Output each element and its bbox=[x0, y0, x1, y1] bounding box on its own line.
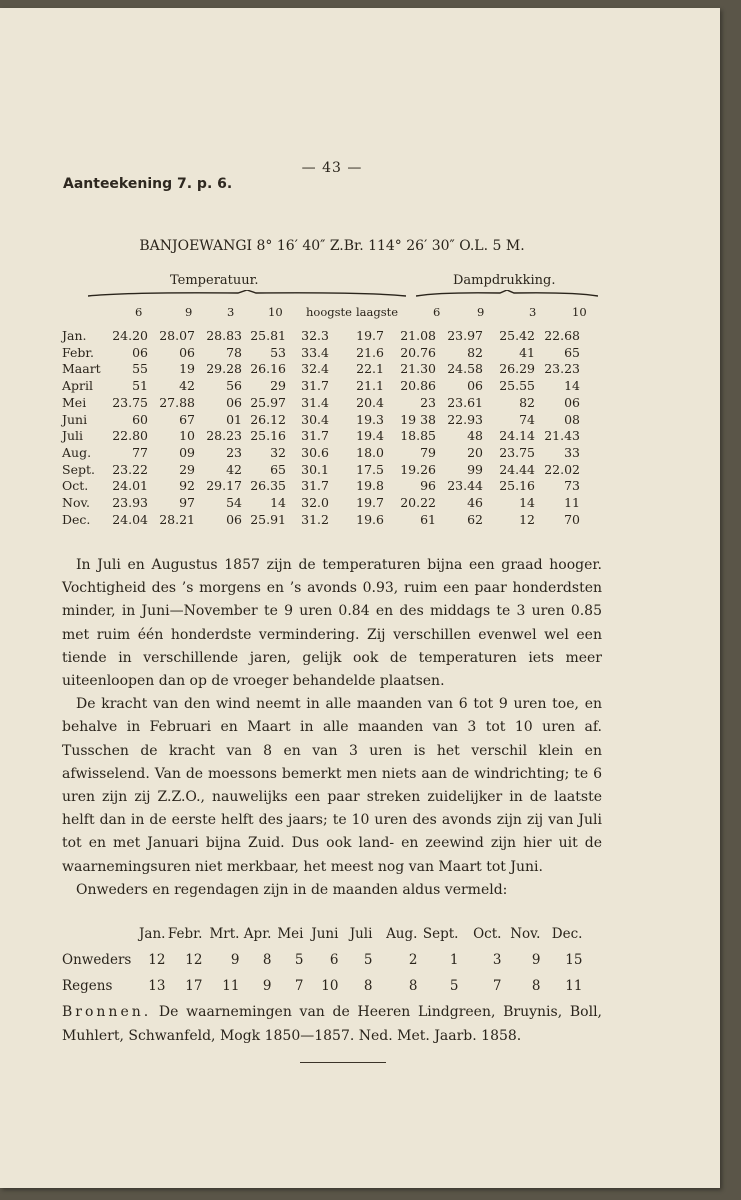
value-cell-min: 19.8 bbox=[356, 478, 384, 494]
value-cell-min: 19.7 bbox=[356, 495, 384, 511]
value-cell-t3: 06 bbox=[226, 511, 242, 527]
value-cell-min: 21.1 bbox=[356, 378, 384, 394]
month-header: Mrt. bbox=[209, 926, 240, 942]
value-cell-d10: 22.68 bbox=[544, 328, 580, 343]
value-cell-d6: 21.08 bbox=[400, 328, 436, 343]
value-cell-min: 20.4 bbox=[356, 394, 384, 410]
count-cell: 6 bbox=[329, 952, 339, 968]
value-cell-d6: 20.76 bbox=[400, 344, 436, 360]
month-header: Dec. bbox=[551, 926, 583, 942]
closing-rule bbox=[300, 1062, 386, 1063]
month-header: Febr. bbox=[167, 926, 203, 942]
count-cell: 11 bbox=[222, 978, 240, 994]
value-cell-d6: 20.86 bbox=[400, 378, 436, 394]
value-cell-t3: 78 bbox=[226, 344, 242, 360]
value-cell-t6: 55 bbox=[132, 361, 148, 377]
value-cell-d9: 20 bbox=[467, 444, 483, 460]
climate-table bbox=[62, 328, 580, 528]
value-cell-d9: 99 bbox=[467, 461, 483, 477]
month-cell: Jan. bbox=[62, 328, 87, 343]
table-row bbox=[62, 378, 580, 395]
table-row bbox=[62, 428, 580, 445]
month-header: Aug. bbox=[386, 926, 418, 942]
value-cell-d6: 19.26 bbox=[400, 461, 436, 477]
value-cell-t6: 60 bbox=[132, 411, 148, 427]
month-header: Nov. bbox=[510, 926, 541, 942]
value-cell-max: 31.7 bbox=[301, 378, 329, 394]
col-header-min: laagste bbox=[356, 305, 399, 319]
value-cell-d10: 22.02 bbox=[544, 461, 580, 477]
col-header-d9: 9 bbox=[477, 305, 485, 319]
value-cell-d10: 14 bbox=[564, 378, 580, 394]
value-cell-t10: 65 bbox=[270, 461, 286, 477]
value-cell-t3: 23 bbox=[226, 444, 242, 460]
month-cell: April bbox=[62, 378, 93, 394]
count-cell: 17 bbox=[185, 978, 203, 994]
value-cell-t10: 25.91 bbox=[250, 511, 286, 527]
value-cell-t9: 29 bbox=[179, 461, 195, 477]
value-cell-t10: 25.97 bbox=[250, 394, 286, 410]
temperature-group-label: Temperatuur. bbox=[170, 273, 259, 288]
count-cell: 8 bbox=[408, 978, 418, 994]
value-cell-d10: 33 bbox=[564, 444, 580, 460]
value-cell-d6: 96 bbox=[420, 478, 436, 494]
month-cell: Aug. bbox=[62, 444, 92, 460]
count-cell: 7 bbox=[294, 978, 304, 994]
value-cell-t6: 23.22 bbox=[112, 461, 148, 477]
value-cell-t6: 22.80 bbox=[112, 428, 148, 444]
value-cell-d9: 46 bbox=[467, 495, 483, 511]
row-label: Regens bbox=[62, 978, 113, 994]
body-text bbox=[62, 554, 602, 902]
value-cell-t6: 23.75 bbox=[112, 394, 148, 410]
value-cell-d3: 25.42 bbox=[499, 328, 535, 343]
value-cell-d10: 06 bbox=[564, 394, 580, 410]
table-row bbox=[62, 973, 582, 999]
value-cell-t6: 51 bbox=[132, 378, 148, 394]
value-cell-d10: 65 bbox=[564, 344, 580, 360]
value-cell-min: 21.6 bbox=[356, 344, 384, 360]
blank-cell bbox=[62, 921, 139, 947]
value-cell-d6: 20.22 bbox=[400, 495, 436, 511]
value-cell-max: 32.4 bbox=[301, 361, 329, 377]
sources-note bbox=[62, 1000, 602, 1048]
month-cell: Dec. bbox=[62, 511, 91, 527]
page-number: — 43 — bbox=[301, 160, 363, 176]
count-cell: 1 bbox=[449, 952, 459, 968]
count-cell: 15 bbox=[565, 952, 583, 968]
value-cell-d3: 74 bbox=[519, 411, 535, 427]
month-cell: Sept. bbox=[62, 461, 95, 477]
table-row bbox=[62, 445, 580, 462]
value-cell-max: 31.7 bbox=[301, 428, 329, 444]
value-cell-min: 19.4 bbox=[356, 428, 384, 444]
value-cell-min: 22.1 bbox=[356, 361, 384, 377]
station-heading: BANJOEWANGI 8° 16′ 40″ Z.Br. 114° 26′ 30″ O.L. 5 M. bbox=[139, 238, 525, 254]
col-header-max: hoogste bbox=[306, 305, 352, 319]
value-cell-max: 31.4 bbox=[301, 394, 329, 410]
col-header-d10: 10 bbox=[572, 305, 587, 319]
value-cell-d6: 18.85 bbox=[400, 428, 436, 444]
col-header-t3: 3 bbox=[227, 305, 235, 319]
value-cell-min: 17.5 bbox=[356, 461, 384, 477]
table-row bbox=[62, 495, 580, 512]
count-cell: 9 bbox=[230, 952, 240, 968]
value-cell-max: 30.1 bbox=[301, 461, 329, 477]
value-cell-d6: 23 bbox=[420, 394, 436, 410]
month-cell: Juni bbox=[62, 411, 88, 427]
value-cell-d9: 24.58 bbox=[447, 361, 483, 377]
value-cell-t3: 28.83 bbox=[206, 328, 242, 343]
col-header-d6: 6 bbox=[433, 305, 441, 319]
count-cell: 8 bbox=[363, 978, 373, 994]
value-cell-max: 31.7 bbox=[301, 478, 329, 494]
table-row bbox=[62, 947, 582, 973]
sources-label: Bronnen. bbox=[62, 1004, 152, 1020]
month-header: Apr. bbox=[243, 926, 272, 942]
count-cell: 3 bbox=[492, 952, 502, 968]
row-label: Onweders bbox=[62, 952, 132, 968]
value-cell-d9: 48 bbox=[467, 428, 483, 444]
value-cell-d9: 62 bbox=[467, 511, 483, 527]
value-cell-d9: 23.97 bbox=[447, 328, 483, 343]
month-header: Mei bbox=[277, 926, 304, 942]
value-cell-d6: 19 38 bbox=[400, 411, 436, 427]
value-cell-d6: 79 bbox=[420, 444, 436, 460]
value-cell-d10: 11 bbox=[564, 495, 580, 511]
value-cell-t3: 01 bbox=[226, 411, 242, 427]
month-header: Oct. bbox=[473, 926, 502, 942]
count-cell: 9 bbox=[531, 952, 541, 968]
value-cell-d3: 24.44 bbox=[499, 461, 535, 477]
value-cell-d6: 21.30 bbox=[400, 361, 436, 377]
value-cell-t3: 06 bbox=[226, 394, 242, 410]
value-cell-d9: 23.61 bbox=[447, 394, 483, 410]
value-cell-t6: 24.01 bbox=[112, 478, 148, 494]
temperature-brace bbox=[88, 290, 406, 296]
value-cell-d3: 26.29 bbox=[499, 361, 535, 377]
value-cell-min: 19.3 bbox=[356, 411, 384, 427]
value-cell-t6: 24.20 bbox=[112, 328, 148, 343]
count-cell: 5 bbox=[294, 952, 304, 968]
value-cell-max: 31.2 bbox=[301, 511, 329, 527]
value-cell-t10: 32 bbox=[270, 444, 286, 460]
value-cell-t6: 77 bbox=[132, 444, 148, 460]
value-cell-max: 30.4 bbox=[301, 411, 329, 427]
month-cell: Nov. bbox=[62, 495, 91, 511]
value-cell-d9: 82 bbox=[467, 344, 483, 360]
value-cell-d10: 73 bbox=[564, 478, 580, 494]
count-cell: 13 bbox=[148, 978, 166, 994]
month-header-row bbox=[62, 921, 582, 947]
vapour-brace bbox=[416, 290, 598, 296]
value-cell-d10: 08 bbox=[564, 411, 580, 427]
value-cell-t10: 14 bbox=[270, 495, 286, 511]
value-cell-t9: 09 bbox=[179, 444, 195, 460]
value-cell-d10: 70 bbox=[564, 511, 580, 527]
value-cell-d9: 06 bbox=[467, 378, 483, 394]
value-cell-max: 33.4 bbox=[301, 344, 329, 360]
table-row bbox=[62, 395, 580, 412]
value-cell-t10: 26.16 bbox=[250, 361, 286, 377]
value-cell-d6: 61 bbox=[420, 511, 436, 527]
count-cell: 12 bbox=[148, 952, 166, 968]
col-header-t9: 9 bbox=[185, 305, 193, 319]
value-cell-t9: 28.21 bbox=[159, 511, 195, 527]
count-cell: 8 bbox=[531, 978, 541, 994]
annotation-label: Aanteekening 7. p. 6. bbox=[63, 176, 233, 192]
value-cell-t3: 28.23 bbox=[206, 428, 242, 444]
value-cell-d3: 41 bbox=[519, 344, 535, 360]
value-cell-t10: 26.35 bbox=[250, 478, 286, 494]
paragraph: De kracht van den wind neemt in alle maanden van 6 tot 9 uren toe, en behalve in Februari en Maart in alle maanden van 3 tot 10 uren af. Tusschen de kracht van 8 en van 3 uren is het verschil klein en afwisselend. Van de moessons bemerkt men niets aan de windrichting; te 6 uren zijn zij Z.Z.O., nauwelijks een paar streken zuidelijker in de laatste helft dan in de eerste helft des jaars; te 10 uren des avonds zijn zij van Juli tot en met Januari bijna Zuid. Dus ook land- en zeewind zijn hier uit de waarnemingsuren niet merkbaar, het meest nog van Maart tot Juni. bbox=[62, 696, 602, 875]
value-cell-t10: 25.16 bbox=[250, 428, 286, 444]
thunderstorm-rain-table bbox=[62, 921, 582, 999]
paragraph: In Juli en Augustus 1857 zijn de temperaturen bijna een graad hooger. Vochtigheid des ’s morgens en ’s avonds 0.93, ruim een paar honderdsten minder, in Juni—November te 9 uren 0.84 en des middags te 3 uren 0.85 met ruim één honderdste vermindering. Zij verschillen evenwel wel een tiende in verschillende jaren, gelijk ook de temperaturen iets meer uiteenloopen dan op de vroeger behandelde plaatsen. bbox=[62, 557, 602, 690]
value-cell-d3: 25.16 bbox=[499, 478, 535, 494]
value-cell-t3: 54 bbox=[226, 495, 242, 511]
value-cell-d3: 24.14 bbox=[499, 428, 535, 444]
table-row bbox=[62, 345, 580, 362]
value-cell-t9: 28.07 bbox=[159, 328, 195, 343]
count-cell: 2 bbox=[408, 952, 418, 968]
count-cell: 11 bbox=[565, 978, 583, 994]
value-cell-t3: 29.28 bbox=[206, 361, 242, 377]
value-cell-t10: 26.12 bbox=[250, 411, 286, 427]
paragraph: Onweders en regendagen zijn in de maanden aldus vermeld: bbox=[76, 881, 508, 898]
value-cell-d3: 25.55 bbox=[499, 378, 535, 394]
value-cell-max: 30.6 bbox=[301, 444, 329, 460]
table-row bbox=[62, 361, 580, 378]
count-cell: 10 bbox=[321, 978, 339, 994]
value-cell-t9: 67 bbox=[179, 411, 195, 427]
table-row bbox=[62, 478, 580, 495]
month-header: Jan. bbox=[139, 926, 166, 942]
value-cell-min: 19.7 bbox=[356, 328, 384, 343]
col-header-t6: 6 bbox=[135, 305, 143, 319]
table-row bbox=[62, 512, 580, 529]
month-cell: Juli bbox=[62, 428, 84, 444]
value-cell-t3: 42 bbox=[226, 461, 242, 477]
month-cell: Mei bbox=[62, 394, 87, 410]
value-cell-t10: 53 bbox=[270, 344, 286, 360]
value-cell-t9: 27.88 bbox=[159, 394, 195, 410]
value-cell-t10: 29 bbox=[270, 378, 286, 394]
month-cell: Oct. bbox=[62, 478, 89, 494]
count-cell: 12 bbox=[185, 952, 203, 968]
document-page bbox=[0, 8, 720, 1188]
value-cell-d10: 21.43 bbox=[544, 428, 580, 444]
count-cell: 7 bbox=[492, 978, 502, 994]
table-row bbox=[62, 412, 580, 429]
value-cell-d3: 14 bbox=[519, 495, 535, 511]
value-cell-t6: 23.93 bbox=[112, 495, 148, 511]
value-cell-d3: 12 bbox=[519, 511, 535, 527]
value-cell-t6: 24.04 bbox=[112, 511, 148, 527]
value-cell-max: 32.0 bbox=[301, 495, 329, 511]
value-cell-t9: 10 bbox=[179, 428, 195, 444]
count-cell: 5 bbox=[449, 978, 459, 994]
value-cell-d10: 23.23 bbox=[544, 361, 580, 377]
value-cell-min: 19.6 bbox=[356, 511, 384, 527]
value-cell-t9: 42 bbox=[179, 378, 195, 394]
value-cell-t9: 19 bbox=[179, 361, 195, 377]
month-header: Juni bbox=[311, 926, 339, 942]
count-cell: 9 bbox=[262, 978, 272, 994]
month-cell: Febr. bbox=[62, 344, 94, 360]
value-cell-t3: 56 bbox=[226, 378, 242, 394]
value-cell-min: 18.0 bbox=[356, 444, 384, 460]
value-cell-t9: 92 bbox=[179, 478, 195, 494]
value-cell-t9: 06 bbox=[179, 344, 195, 360]
value-cell-t9: 97 bbox=[179, 495, 195, 511]
table-row bbox=[62, 328, 580, 345]
month-header: Juli bbox=[349, 926, 373, 942]
value-cell-t10: 25.81 bbox=[250, 328, 286, 343]
col-header-d3: 3 bbox=[529, 305, 537, 319]
col-header-t10: 10 bbox=[268, 305, 283, 319]
count-cell: 5 bbox=[363, 952, 373, 968]
table-row bbox=[62, 462, 580, 479]
count-cell: 8 bbox=[262, 952, 272, 968]
value-cell-max: 32.3 bbox=[301, 328, 329, 343]
month-header: Sept. bbox=[422, 926, 459, 942]
month-cell: Maart bbox=[62, 361, 101, 377]
value-cell-t6: 06 bbox=[132, 344, 148, 360]
value-cell-d9: 22.93 bbox=[447, 411, 483, 427]
sources-text: De waarnemingen van de Heeren Lindgreen, Bruynis, Boll, Muhlert, Schwanfeld, Mogk 1850—1857. Ned. Met. Jaarb. 1858. bbox=[62, 1004, 602, 1044]
value-cell-d3: 23.75 bbox=[499, 444, 535, 460]
value-cell-t3: 29.17 bbox=[206, 478, 242, 494]
vapour-group-label: Dampdrukking. bbox=[453, 273, 556, 288]
value-cell-d3: 82 bbox=[519, 394, 535, 410]
value-cell-d9: 23.44 bbox=[447, 478, 483, 494]
